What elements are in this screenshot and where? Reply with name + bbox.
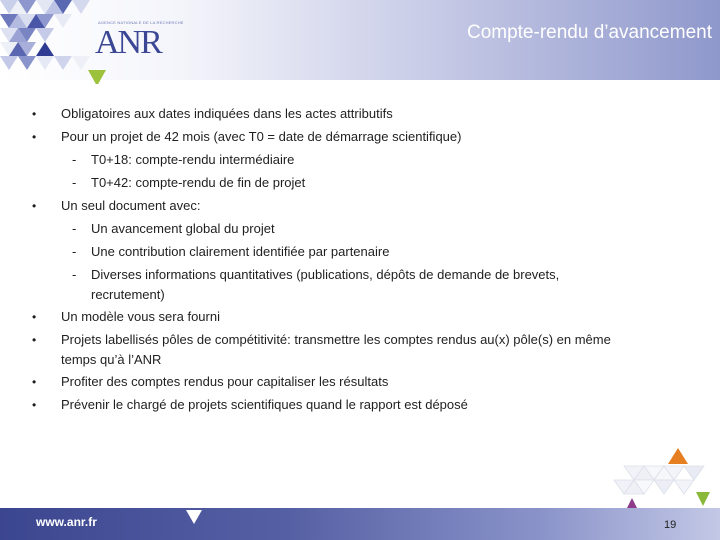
sub-list-item: T0+42: compte-rendu de fin de projet [91, 175, 306, 190]
dash-marker: - [72, 175, 77, 190]
bullet-marker: • [32, 375, 37, 389]
list-item: Projets labellisés pôles de compétitivité: transmettre les comptes rendus au(x) pôle(s) en même [61, 332, 611, 347]
bullet-marker: • [32, 333, 37, 347]
list-item: Un seul document avec: [61, 198, 201, 213]
list-item: Prévenir le chargé de projets scientifiques quand le rapport est déposé [61, 397, 468, 412]
list-item: Profiter des comptes rendus pour capitaliser les résultats [61, 374, 389, 389]
triangle-pattern-decoration [184, 508, 204, 524]
list-item: Pour un projet de 42 mois (avec T0 = date de démarrage scientifique) [61, 129, 462, 144]
footer-url: www.anr.fr [36, 515, 97, 529]
bullet-marker: • [32, 199, 37, 213]
sub-list-item: T0+18: compte-rendu intermédiaire [91, 152, 295, 167]
logo-wordmark: ANR [95, 24, 161, 61]
dash-marker: - [72, 267, 77, 282]
page-number: 19 [664, 519, 677, 531]
bullet-marker: • [32, 398, 37, 412]
slide-footer [0, 508, 720, 540]
list-item: Obligatoires aux dates indiquées dans les actes attributifs [61, 106, 393, 121]
dash-marker: - [72, 152, 77, 167]
list-item: Un modèle vous sera fourni [61, 309, 220, 324]
sub-list-item: Diverses informations quantitatives (publications, dépôts de demande de brevets, [91, 267, 560, 282]
list-item-continuation: temps qu’à l’ANR [61, 352, 162, 367]
bullet-marker: • [32, 130, 37, 144]
dash-marker: - [72, 221, 77, 236]
bullet-marker: • [32, 310, 37, 324]
triangle-pattern-decoration [610, 448, 710, 510]
sub-list-item-continuation: recrutement) [91, 287, 165, 302]
slide-title: Compte-rendu d’avancement [466, 22, 712, 43]
bullet-marker: • [32, 107, 37, 121]
dash-marker: - [72, 244, 77, 259]
sub-list-item: Une contribution clairement identifiée par partenaire [91, 244, 390, 259]
logo-tagline: AGENCE NATIONALE DE LA RECHERCHE [98, 20, 184, 25]
sub-list-item: Un avancement global du projet [91, 221, 275, 236]
